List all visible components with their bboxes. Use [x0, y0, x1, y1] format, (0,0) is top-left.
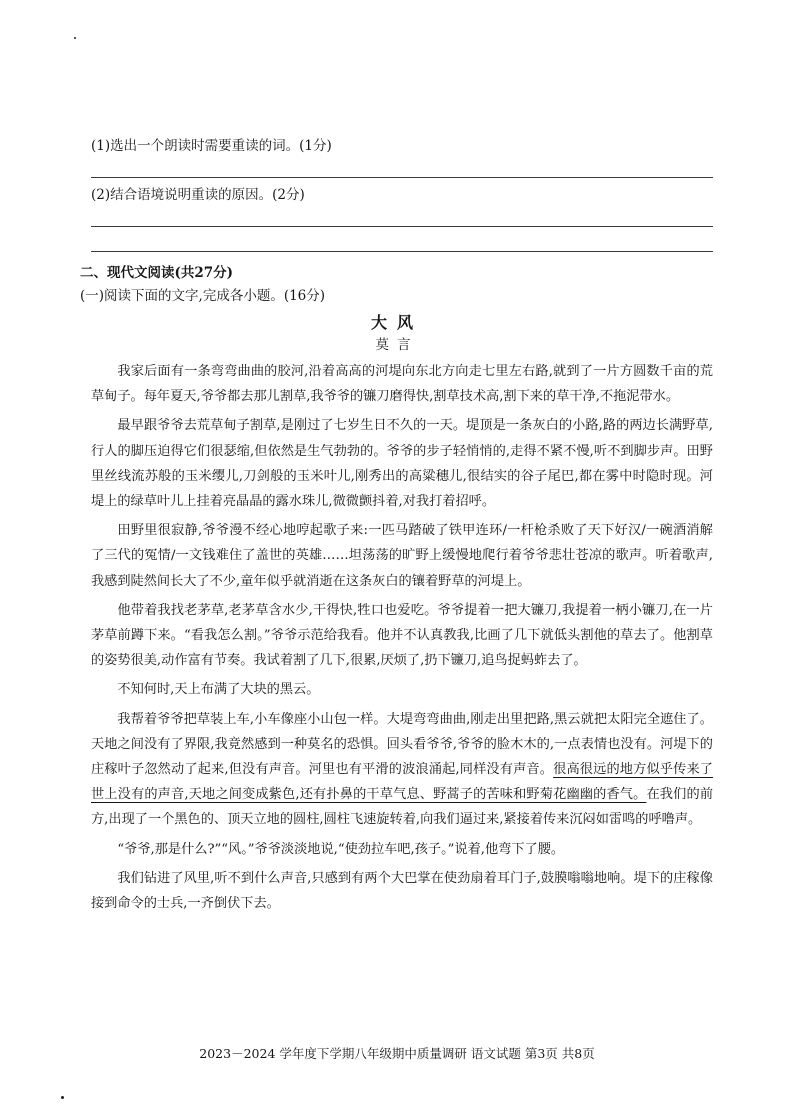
paragraph-1: 我家后面有一条弯弯曲曲的胶河,沿着高高的河堤向东北方向走七里左右路,就到了一片方圆数千亩的荒草甸子。每年夏天,爷爷都去那儿割草,我爷爷的镰刀磨得快,割草技术高,割下来的草干净,不拖泥带水。 [91, 364, 713, 405]
scan-speck [61, 1096, 64, 1099]
section-heading: 二、现代文阅读(共27分) [80, 265, 234, 281]
answer-line-1[interactable] [91, 177, 713, 178]
paragraph-5: 不知何时,天上布满了大块的黑云。 [117, 682, 320, 698]
page-footer: 2023－2024 学年度下学期八年级期中质量调研 语文试题 第3页 共8页 [199, 1046, 595, 1061]
paragraph-2: 最早跟爷爷去荒草甸子割草,是刚过了七岁生日不久的一天。堤顶是一条灰白的小路,路的两边长满野草,行人的脚压迫得它们很瑟缩,但依然是生气勃勃的。爷爷的步子轻悄悄的,走得不紧不慢,听不到脚步声。田野里丝线流苏般的玉米缨儿,刀剑般的玉米叶儿,刚秀出的高粱穗儿,很结实的谷子尾巴,都在雾中时隐时现。河堤上的绿草叶儿上挂着亮晶晶的露水珠儿,微微颤抖着,对我打着招呼。 [91, 418, 713, 510]
paragraph-4: 他带着我找老茅草,老茅草含水少,干得快,牲口也爱吃。爷爷提着一把大镰刀,我提着一柄小镰刀,在一片茅草前蹲下来。“看我怎么割。”爷爷示范给我看。他并不认真教我,比画了几下就低头割他的草去了。他割草的姿势很美,动作富有节奏。我试着割了几下,很累,厌烦了,扔下镰刀,追鸟捉蚂蚱去了。 [91, 602, 713, 669]
paragraph-6 [91, 707, 713, 833]
article-title: 大风 [370, 313, 423, 332]
paragraph-6-tail: 在我们的前方,出现了一个黑色的、顶天立地的圆柱,圆柱飞速旋转着,向我们逼过来,紧接着传来沉闷如雷鸣的呼噜声。 [91, 787, 714, 828]
scan-speck [74, 37, 76, 39]
underlined-sentence: 很高很远的地方似乎传来了世上没有的声音,天地之间变成紫色,还有扑鼻的干草气息、野蒿子的苦味和野菊花幽幽的香气。 [91, 762, 713, 803]
answer-line-2a[interactable] [91, 226, 713, 227]
paragraph-7: “爷爷,那是什么?”“风。”爷爷淡淡地说,“使劲拉车吧,孩子。”说着,他弯下了腰。 [117, 841, 565, 857]
paragraph-3: 田野里很寂静,爷爷漫不经心地哼起歌子来:一匹马踏破了铁甲连环/一杆枪杀败了天下好汉/一碗酒消解了三代的冤情/一文钱难住了盖世的英雄……坦荡荡的旷野上缓慢地爬行着爷爷悲壮苍凉的歌声。听着歌声,我感到陡然间长大了不少,童年似乎就消逝在这条灰白的镶着野草的河堤上。 [91, 523, 713, 589]
article-body [91, 359, 713, 920]
question-1: (1)选出一个朗读时需要重读的词。(1分) [91, 138, 332, 154]
section-subheading: (一)阅读下面的文字,完成各小题。(16分) [80, 288, 326, 304]
answer-line-2b[interactable] [91, 251, 713, 252]
paragraph-6-text: 我帮着爷爷把草装上车,小车像座小山包一样。大堤弯弯曲曲,刚走出里把路,黑云就把太阳完全遮住了。天地之间没有了界限,我竟然感到一种莫名的恐惧。回头看爷爷,爷爷的脸木木的,一点表情也没有。河堤下的庄稼叶子忽然动了起来,但没有声音。河里也有平滑的波浪涌起,同样没有声音。 [91, 711, 713, 778]
question-2: (2)结合语境说明重读的原因。(2分) [91, 187, 305, 203]
article-author: 莫言 [375, 337, 419, 353]
paragraph-8: 我们钻进了风里,听不到什么声音,只感到有两个大巴掌在使劲扇着耳门子,鼓膜嗡嗡地响。堤下的庄稼像接到命令的士兵,一齐倒伏下去。 [91, 870, 713, 912]
